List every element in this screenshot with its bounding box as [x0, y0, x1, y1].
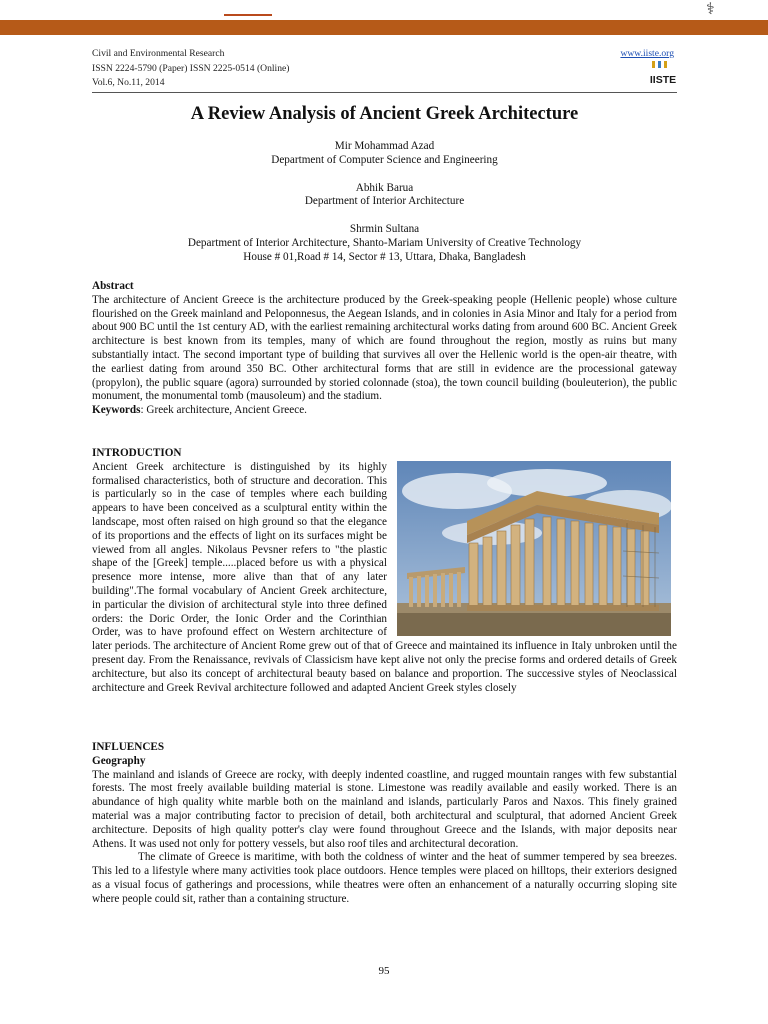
- introduction-section: [92, 447, 677, 695]
- keywords-text: : Greek architecture, Ancient Greece.: [140, 404, 307, 417]
- accent-bar: [0, 20, 768, 35]
- influences-heading: INFLUENCES: [92, 741, 165, 753]
- geography-subheading: Geography: [92, 754, 146, 767]
- abstract-section: [92, 280, 677, 418]
- progress-underline: [224, 14, 272, 16]
- keywords-line: [92, 404, 677, 418]
- author-name: Abhik Barua: [355, 181, 414, 194]
- author-name: Shrmin Sultana: [349, 223, 420, 236]
- viewer-top-strip: [0, 0, 768, 20]
- keywords-label: Keywords: [92, 404, 141, 417]
- author-affiliation: Department of Interior Architecture: [304, 195, 465, 208]
- author-name: Mir Mohammad Azad: [334, 140, 435, 152]
- journal-url-link[interactable]: www.iiste.org: [620, 48, 674, 59]
- parthenon-photo: [397, 461, 671, 636]
- ink-drop-icon: ⚕: [706, 1, 715, 18]
- geography-paragraph-1: The mainland and islands of Greece are rocky, with deeply indented coastline, and rugged mountain ranges with few substantial forests. The most freely available building material is stone. Limestone was readily available and easily worked. There is an abundance of high quality white marble both on the mainland and islands, particularly Paros and Naxos. This finely grained material was a major contributing factor to precision of detail, both architectural and sculptural, that adorned Ancient Greek architecture. Deposits of high quality potter's clay were found throughout Greece and the Islands, with major deposits near Athens. It was used not only for pottery vessels, but also roof tiles and architectural decoration.: [92, 768, 677, 850]
- author-block: [92, 140, 677, 279]
- influences-section: [92, 741, 677, 907]
- geography-paragraph-2: The climate of Greece is maritime, with both the coldness of winter and the heat of summer tempered by sea breezes. This led to a lifestyle where many activities took place outdoors. Hence temples were placed on hilltops, their exteriors designed as a visual focus of gatherings and processions, while theatres were often an enhancement of a naturally occurring sloping site where people could sit, rather than a containing structure.: [92, 851, 677, 905]
- introduction-text: Ancient Greek architecture is distinguished by its highly formalised characteristics, both of structure and decoration. This is particularly so in the case of temples where each building appears to have been conceived as a sculptural entity within the landscape, most often raised on high ground so that the elegance of its proportions and the effects of light on its surfaces might be viewed from all angles. Nikolaus Pevsner refers to "the plastic shape of the [Greek] temple.....placed before us with a physical presence more intense, more alive than that of any later building".The formal vocabulary of Ancient Greek architecture, in particular the division of architectural style into three defined orders: the Doric Order, the Ionic Order and the Corinthian Order, was to have profound effect on Western architecture of later periods. The architecture of Ancient Rome grew out of that of Greece and maintained its influence in Italy unbroken until the present day. From the Renaissance, revivals of Classicism have kept alive not only the precise forms and ordered details of Greek architecture, but also its concept of architectural beauty based on balance and proportion. The successive styles of Neoclassical architecture and Greek Revival architecture followed and adapted Ancient Greek styles closely: [92, 460, 677, 694]
- author-2: [92, 182, 677, 210]
- journal-volume: Vol.6, No.11, 2014: [92, 77, 165, 88]
- abstract-heading: Abstract: [92, 280, 134, 292]
- journal-issn: ISSN 2224-5790 (Paper) ISSN 2225-0514 (Online): [92, 62, 290, 74]
- logo-text: IISTE: [650, 74, 676, 85]
- iiste-logo: [650, 61, 676, 85]
- introduction-heading: INTRODUCTION: [92, 447, 182, 459]
- page-number: 95: [378, 965, 390, 977]
- header-divider: [92, 92, 677, 93]
- author-affiliation: Department of Interior Architecture, Shanto-Mariam University of Creative Technology: [187, 236, 582, 249]
- author-affiliation: Department of Computer Science and Engineering: [271, 153, 498, 166]
- journal-name: Civil and Environmental Research: [92, 48, 225, 59]
- author-1: [92, 140, 677, 168]
- abstract-text: The architecture of Ancient Greece is the architecture produced by the Greek-speaking people (Hellenic people) whose culture flourished on the Greek mainland and Peloponnesus, the Aegean Islands, and in colonies in Asia Minor and Italy for a period from about 900 BC until the 1st century AD, with the earliest remaining architectural works dating from around 600 BC. Ancient Greek architecture is best known from its temples, many of which are found throughout the region, mostly as ruins but many substantially intact. The second important type of building that survives all over the Hellenic world is the open-air theatre, with the earliest dating from around 350 BC. Other architectural forms that are still in evidence are the processional gateway (propylon), the public square (agora) surrounded by storied colonnade (stoa), the town council building (bouleuterion), the public monument, the monumental tomb (mausoleum) and the stadium.: [92, 293, 677, 403]
- journal-header: [92, 47, 289, 91]
- author-3: [92, 223, 677, 264]
- journal-site: [620, 47, 674, 62]
- author-address: House # 01,Road # 14, Sector # 13, Uttara, Dhaka, Bangladesh: [243, 250, 526, 263]
- paper-title: A Review Analysis of Ancient Greek Architecture: [190, 104, 579, 124]
